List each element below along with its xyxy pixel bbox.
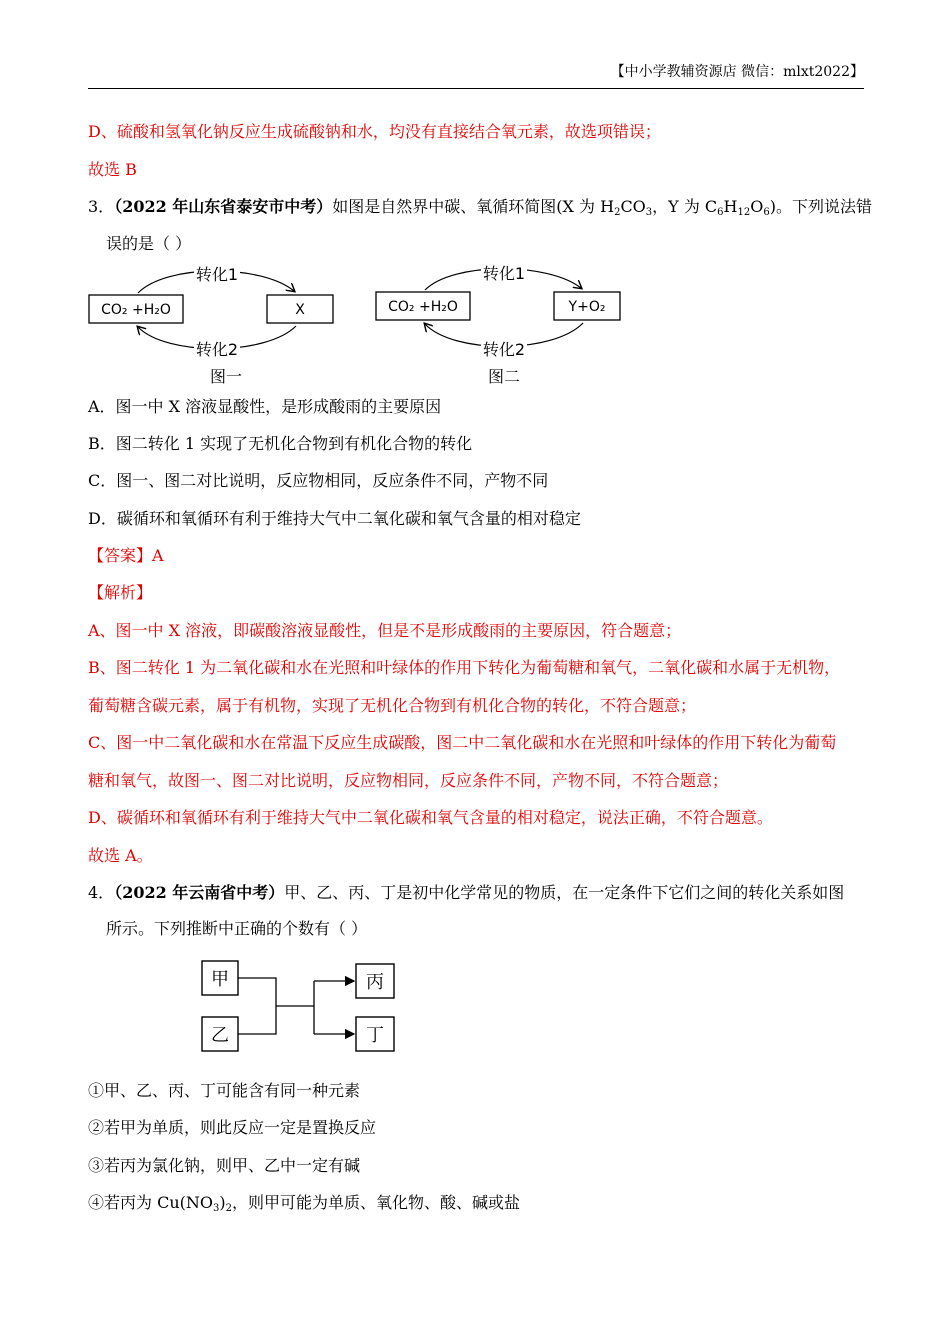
- statement4-a: ④若丙为 Cu(NO: [88, 1193, 213, 1212]
- q3-stem-c: ，Y 为 C: [652, 197, 718, 216]
- q3-sub: 3: [645, 207, 653, 218]
- q3-analysis-b2: 葡萄糖含碳元素，属于有机物，实现了无机化合物到有机化合物的转化，不符合题意；: [88, 696, 697, 715]
- q3-stem-f: )。下列说法错: [769, 197, 872, 216]
- figure1-caption: 图一: [209, 367, 243, 386]
- figure2-right-text: Y+O₂: [568, 299, 606, 315]
- q3-analysis-c2: 糖和氧气，故图一、图二对比说明，反应物相同，反应条件不同，产物不同，不符合题意；: [88, 771, 729, 790]
- q3-figure-2: [373, 258, 633, 392]
- answer-value: A: [152, 546, 164, 565]
- q4-statement-3: ③若丙为氯化钠，则甲、乙中一定有碱: [88, 1156, 361, 1175]
- q3-analysis-label: 【解析】: [88, 583, 153, 602]
- label-jia: 甲: [211, 969, 229, 990]
- figure1-left-text: CO₂ +H₂O: [101, 302, 171, 318]
- q4-stem-line2: 所示。下列推断中正确的个数有（ ）: [106, 919, 368, 938]
- q4-stem: [88, 882, 844, 904]
- q3-answer: [88, 545, 164, 567]
- statement4-sub: 3: [213, 1203, 220, 1214]
- header-rule: [88, 88, 864, 89]
- q4-statement-1: ①甲、乙、丙、丁可能含有同一种元素: [88, 1081, 361, 1100]
- q3-analysis-b1: B、图二转化 1 为二氧化碳和水在光照和叶绿体的作用下转化为葡萄糖和氧气，二氧化碳和水属于无机物，: [88, 658, 841, 677]
- q4-diagram: [196, 954, 406, 1062]
- figure2-bottom-label: 转化2: [482, 340, 526, 359]
- q4-source: （2022 年云南省中考）: [114, 883, 285, 902]
- label-bing: 丙: [366, 972, 384, 993]
- label-yi: 乙: [211, 1025, 229, 1046]
- q4-number: 4．: [88, 883, 115, 902]
- statement4-b: ): [219, 1193, 226, 1212]
- figure2-top-label: 转化1: [482, 264, 526, 283]
- q3-stem-a: 如图是自然界中碳、氧循环简图(X 为 H: [332, 197, 615, 216]
- statement4-c: ，则甲可能为单质、氧化物、酸、碱或盐: [232, 1193, 521, 1212]
- q2-option-d-analysis: D、硫酸和氢氧化钠反应生成硫酸钠和水，均没有直接结合氧元素，故选项错误；: [88, 122, 661, 141]
- q3-conclusion: 故选 A。: [88, 846, 153, 865]
- q3-sub: 6: [717, 207, 724, 218]
- q3-analysis-c1: C、图一中二氧化碳和水在常温下反应生成碳酸，图二中二氧化碳和水在光照和叶绿体的作用下转化为葡萄: [88, 733, 837, 752]
- q3-option-b: B．图二转化 1 实现了无机化合物到有机化合物的转化: [88, 434, 473, 453]
- q3-option-d: D．碳循环和氧循环有利于维持大气中二氧化碳和氧气含量的相对稳定: [88, 509, 581, 528]
- q3-option-c: C．图一、图二对比说明，反应物相同，反应条件不同，产物不同: [88, 471, 549, 490]
- q3-stem-e: O: [750, 197, 764, 216]
- q3-stem-line2: 误的是（ ）: [106, 234, 192, 253]
- q3-analysis-d: D、碳循环和氧循环有利于维持大气中二氧化碳和氧气含量的相对稳定，说法正确，不符合题意。: [88, 808, 773, 827]
- q3-option-a: A．图一中 X 溶液显酸性，是形成酸雨的主要原因: [88, 397, 442, 416]
- q4-statement-4: [88, 1192, 520, 1214]
- q3-stem: [88, 196, 872, 218]
- q3-number: 3．: [88, 197, 115, 216]
- q4-statement-2: ②若甲为单质，则此反应一定是置换反应: [88, 1118, 377, 1137]
- figure2-caption: 图二: [487, 367, 521, 386]
- answer-label: 【答案】: [88, 546, 153, 565]
- figure1-bottom-label: 转化2: [195, 340, 239, 359]
- q2-conclusion: 故选 B: [88, 160, 137, 179]
- figure2-left-text: CO₂ +H₂O: [388, 299, 458, 315]
- q3-stem-d: H: [723, 197, 738, 216]
- statement4-sub2: 2: [225, 1203, 232, 1214]
- q3-sub: 12: [737, 207, 751, 218]
- q3-sub: 2: [614, 207, 621, 218]
- figure1-top-label: 转化1: [195, 265, 239, 284]
- label-ding: 丁: [366, 1025, 384, 1046]
- q4-connectors: [238, 978, 354, 1034]
- page-header: 【中小学教辅资源店 微信：mlxt2022】: [610, 64, 864, 80]
- q3-source: （2022 年山东省泰安市中考）: [114, 197, 333, 216]
- q3-analysis-a: A、图一中 X 溶液，即碳酸溶液显酸性，但是不是形成酸雨的主要原因，符合题意；: [88, 621, 682, 640]
- q3-stem-b: CO: [620, 197, 646, 216]
- q3-sub: 6: [763, 207, 770, 218]
- q4-stem-line1: 甲、乙、丙、丁是初中化学常见的物质，在一定条件下它们之间的转化关系如图: [284, 883, 845, 902]
- figure1-right-text: X: [295, 302, 305, 318]
- q3-figure-1: [86, 258, 346, 392]
